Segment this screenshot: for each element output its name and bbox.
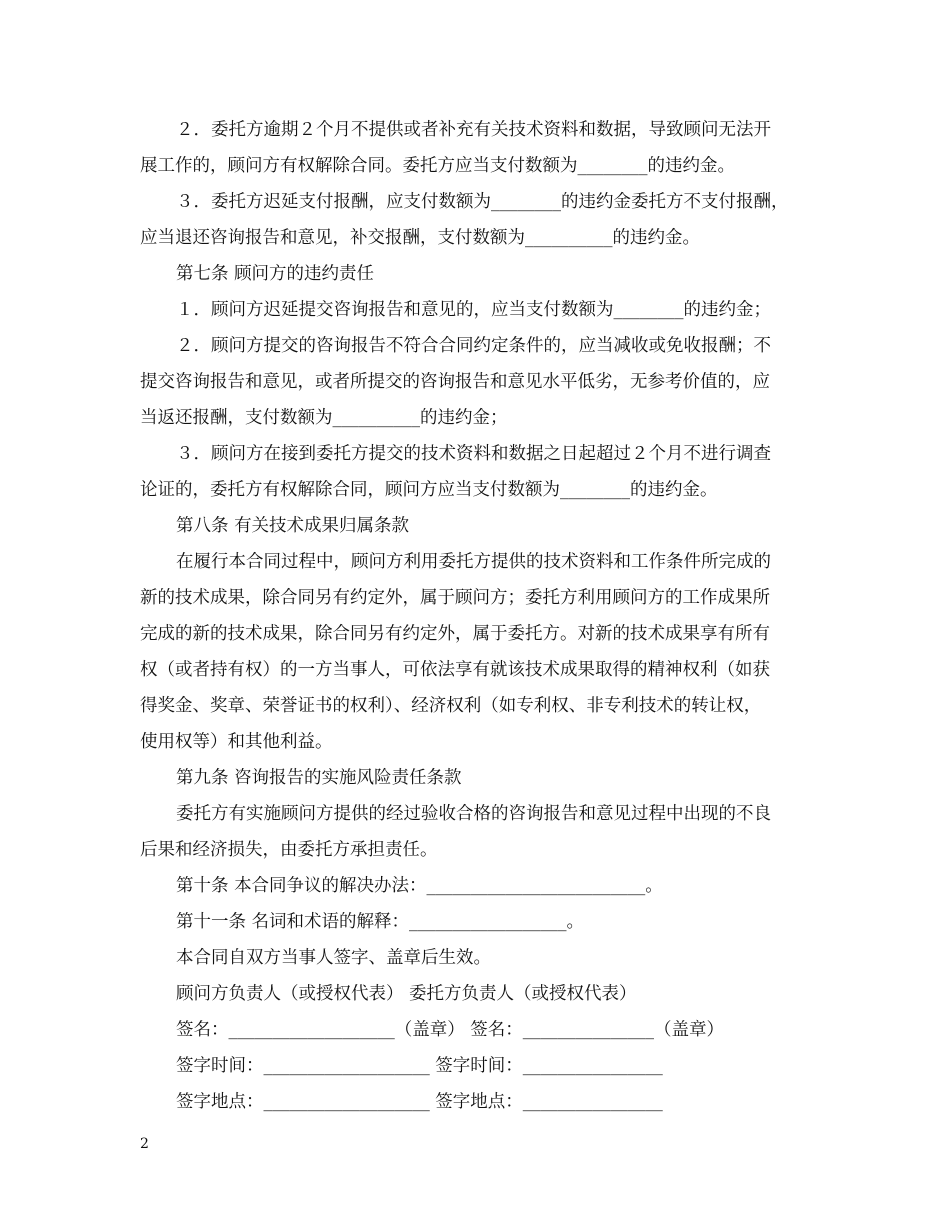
- article-9-heading: 第九条 咨询报告的实施风险责任条款: [176, 768, 462, 788]
- clause-7-2-line-3: 当返还报酬，支付数额为__________的违约金；: [140, 408, 508, 428]
- article-7-heading: 第七条 顾问方的违约责任: [176, 264, 375, 284]
- clause-7-3-line-1: ３．顾问方在接到委托方提交的技术资料和数据之日起超过２个月不进行调查: [176, 444, 771, 464]
- article-11: 第十一条 名词和术语的解释：__________________。: [176, 912, 585, 932]
- clause-7-3-line-2: 论证的，委托方有权解除合同，顾问方应当支付数额为________的违约金。: [140, 480, 718, 500]
- article-9-line-2: 后果和经济损失，由委托方承担责任。: [140, 840, 438, 860]
- clause-7-1: １．顾问方迟延提交咨询报告和意见的，应当支付数额为________的违约金；: [176, 300, 771, 320]
- signatory-header: 顾问方负责人（或授权代表） 委托方负责人（或授权代表）: [176, 984, 637, 1004]
- document-body: [140, 112, 820, 1120]
- article-10: 第十条 本合同争议的解决办法：_________________________。: [176, 876, 663, 896]
- clause-7-2-line-1: ２．顾问方提交的咨询报告不符合合同约定条件的，应当减收或免收报酬；不: [176, 336, 771, 356]
- article-8-line-3: 完成的新的技术成果，除合同另有约定外，属于委托方。对新的技术成果享有所有: [140, 624, 770, 644]
- article-8-line-5: 得奖金、奖章、荣誉证书的权利）、经济权利（如专利权、非专利技术的转让权，: [140, 696, 762, 716]
- article-9-line-1: 委托方有实施顾问方提供的经过验收合格的咨询报告和意见过程中出现的不良: [176, 804, 771, 824]
- clause-6-2-line-2: 展工作的，顾问方有权解除合同。委托方应当支付数额为________的违约金。: [140, 156, 735, 176]
- article-8-line-6: 使用权等）和其他利益。: [140, 732, 333, 752]
- article-8-heading: 第八条 有关技术成果归属条款: [176, 516, 410, 536]
- signing-place-row: 签字地点：___________________ 签字地点：________________: [176, 1092, 663, 1112]
- clause-6-3-line-2: 应当退还咨询报告和意见，补交报酬，支付数额为__________的违约金。: [140, 228, 700, 248]
- page-number: 2: [140, 1136, 149, 1152]
- clause-6-2-line-1: ２．委托方逾期２个月不提供或者补充有关技术资料和数据，导致顾问无法开: [176, 120, 771, 140]
- article-8-line-4: 权（或者持有权）的一方当事人，可依法享有就该技术成果取得的精神权利（如获: [140, 660, 770, 680]
- effective-clause: 本合同自双方当事人签字、盖章后生效。: [176, 948, 491, 968]
- article-8-line-2: 新的技术成果，除合同另有约定外，属于顾问方；委托方利用顾问方的工作成果所: [140, 588, 770, 608]
- article-8-line-1: 在履行本合同过程中，顾问方利用委托方提供的技术资料和工作条件所完成的: [176, 552, 771, 572]
- clause-6-3-line-1: ３．委托方迟延支付报酬，应支付数额为________的违约金委托方不支付报酬，: [176, 192, 789, 212]
- signing-date-row: 签字时间：___________________ 签字时间：________________: [176, 1056, 663, 1076]
- clause-7-2-line-2: 提交咨询报告和意见，或者所提交的咨询报告和意见水平低劣，无参考价值的，应: [140, 372, 770, 392]
- signature-row: 签名：___________________（盖章） 签名：_______________（盖章）: [176, 1020, 725, 1040]
